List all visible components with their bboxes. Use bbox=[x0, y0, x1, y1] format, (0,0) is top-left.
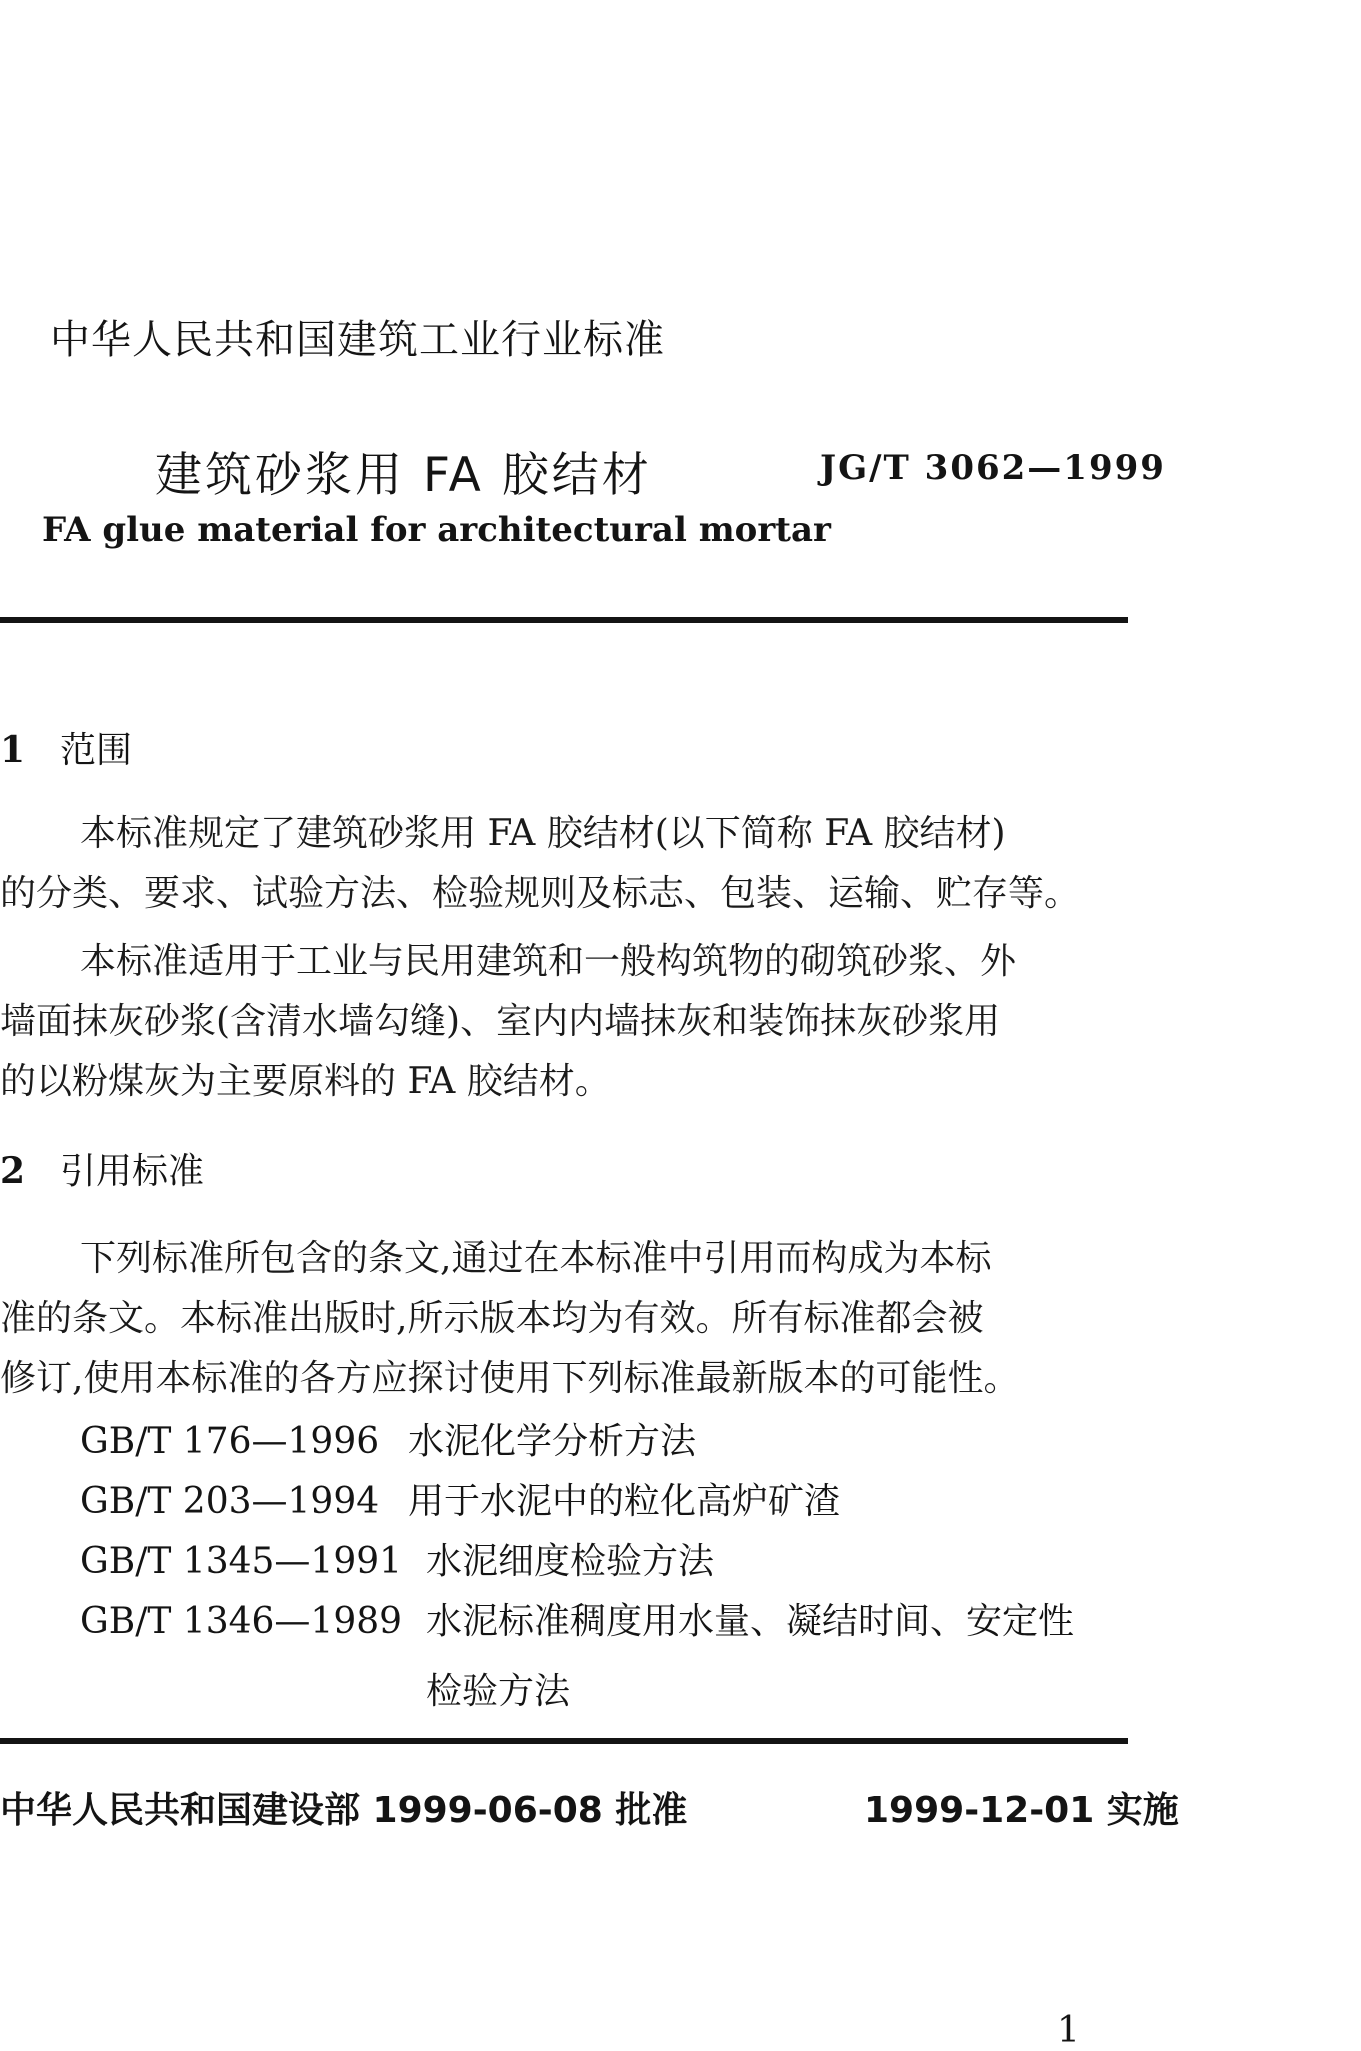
header-rule bbox=[0, 617, 1128, 623]
standard-code: JG/T 3062—1999 bbox=[820, 448, 1166, 488]
reference-title-continued: 检验方法 bbox=[426, 1671, 571, 1712]
reference-code: GB/T 1346—1989 bbox=[80, 1601, 403, 1642]
reference-code: GB/T 1345—1991 bbox=[80, 1541, 403, 1582]
section-title: 范围 bbox=[60, 730, 133, 771]
reference-item bbox=[80, 1412, 696, 1472]
text-line: 本标准适用于工业与民用建筑和一般构筑物的砌筑砂浆、外 bbox=[80, 941, 1017, 982]
section-number: 2 bbox=[0, 1150, 26, 1192]
effective-date: 1999-12-01 实施 bbox=[864, 1790, 1179, 1831]
reference-code: GB/T 203—1994 bbox=[80, 1481, 380, 1522]
footer-rule bbox=[0, 1738, 1128, 1744]
reference-title: 水泥标准稠度用水量、凝结时间、安定性 bbox=[426, 1601, 1075, 1642]
reference-item bbox=[80, 1592, 1074, 1652]
page-number: 1 bbox=[1057, 2010, 1080, 2051]
standard-category: 中华人民共和国建筑工业行业标准 bbox=[50, 317, 665, 363]
reference-title: 用于水泥中的粒化高炉矿渣 bbox=[408, 1481, 841, 1522]
title-cn: 建筑砂浆用 FA 胶结材 bbox=[155, 448, 652, 503]
reference-title: 水泥细度检验方法 bbox=[426, 1541, 715, 1582]
reference-item bbox=[80, 1472, 840, 1532]
reference-code: GB/T 176—1996 bbox=[80, 1421, 380, 1462]
section-1-paragraph-2 bbox=[0, 932, 1128, 1112]
text-line: 准的条文。本标准出版时,所示版本均为有效。所有标准都会被 bbox=[0, 1298, 984, 1339]
section-title: 引用标准 bbox=[60, 1151, 205, 1192]
text-line: 的以粉煤灰为主要原料的 FA 胶结材。 bbox=[0, 1061, 611, 1102]
text-line: 墙面抹灰砂浆(含清水墙勾缝)、室内内墙抹灰和装饰抹灰砂浆用 bbox=[0, 1001, 1001, 1042]
text-line: 本标准规定了建筑砂浆用 FA 胶结材(以下简称 FA 胶结材) bbox=[80, 813, 1006, 854]
reference-title: 水泥化学分析方法 bbox=[408, 1421, 697, 1462]
approval-info: 中华人民共和国建设部 1999-06-08 批准 bbox=[0, 1790, 688, 1831]
text-line: 下列标准所包含的条文,通过在本标准中引用而构成为本标 bbox=[80, 1238, 992, 1279]
text-line: 修订,使用本标准的各方应探讨使用下列标准最新版本的可能性。 bbox=[0, 1358, 1020, 1399]
section-1-paragraph-1 bbox=[0, 804, 1128, 924]
text-line: 的分类、要求、试验方法、检验规则及标志、包装、运输、贮存等。 bbox=[0, 873, 1081, 914]
section-1-heading bbox=[0, 722, 132, 773]
section-2-heading bbox=[0, 1143, 204, 1194]
section-2-paragraph-1 bbox=[0, 1229, 1128, 1409]
section-number: 1 bbox=[0, 729, 26, 771]
title-en: FA glue material for architectural mortar bbox=[42, 510, 831, 550]
reference-item bbox=[80, 1532, 714, 1592]
